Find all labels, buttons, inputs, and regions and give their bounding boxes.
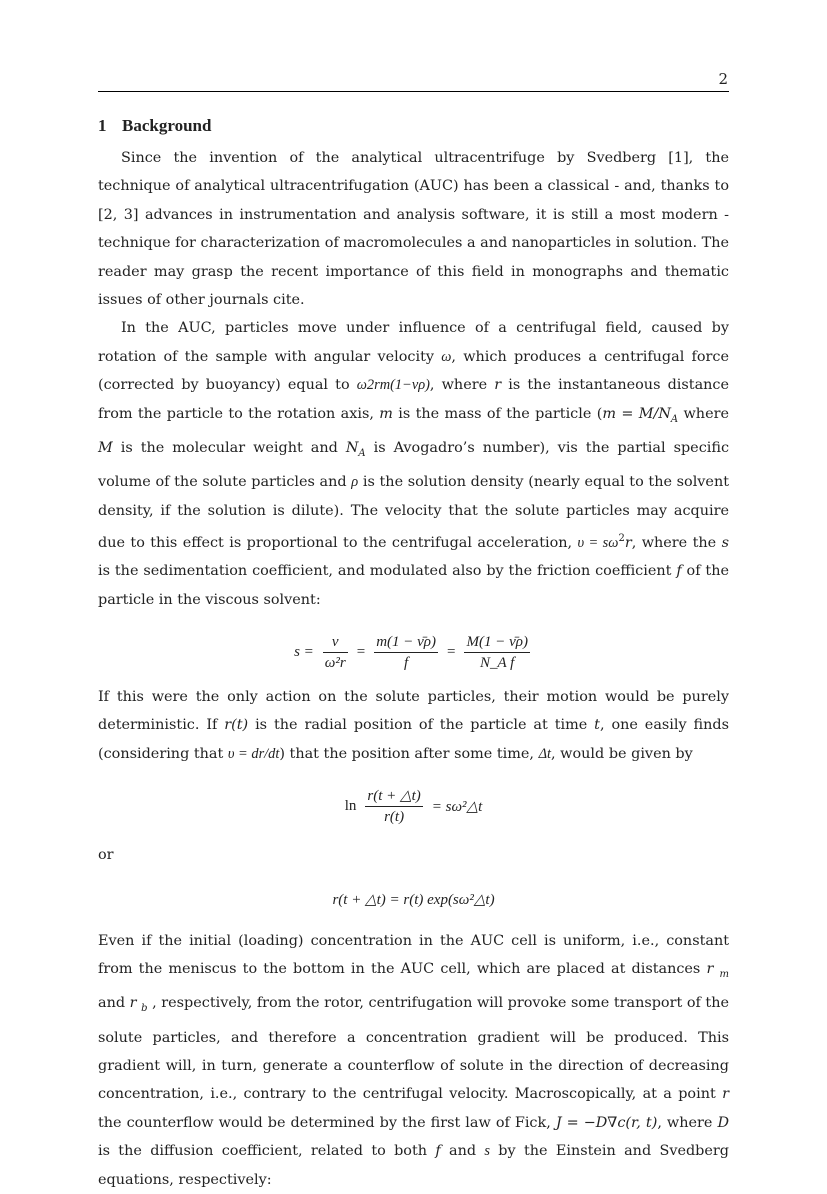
section-heading <box>98 112 729 140</box>
section-number: 1 <box>98 116 107 135</box>
or-text: or <box>98 847 114 864</box>
paragraph-deterministic-motion: If this were the only action on the solute particles, their motion would be purely deterministic. If r(t) is the radial position of the particle at time t, one easily finds (considering that υ = dr/dt) that the position after some time, Δt, would be given by <box>98 689 730 762</box>
page-number: 2 <box>718 70 728 88</box>
page-content <box>98 112 729 1194</box>
header-rule <box>98 91 729 92</box>
paragraph-intro: Since the invention of the analytical ultracentrifuge by Svedberg [1], the technique of analytical ultracentrifugation (AUC) has been a classical - and, thanks to [2, 3] advances in instrumentation and analysis software, it is still a most modern - technique for characterization of macromolecules a and nanoparticles in solution. The reader may grasp the recent importance of this field in monographs and thematic issues of other journals cite. <box>98 150 729 309</box>
section-title: Background <box>122 116 212 135</box>
paragraph-centrifugal-force: In the AUC, particles move under influence of a centrifugal field, caused by rotation of the sample with angular velocity ω, which produces a centrifugal force (corrected by buoyancy) equal to ω2rm(1−vρ), where r is the instantaneous distance from the particle to the rotation axis, m is the mass of the particle ($m = M/N_A$ where M is the molecular weight and $N_A$ is Avogadro’s number), vis the partial specific volume of the solute particles and ρ is the solution density (nearly equal to the solvent density, if the solution is dilute). The velocity that the solute particles may acquire due to this effect is proportional to the centrifugal acceleration, $\upsilon = s\omega^2r$, where the s is the sedimentation coefficient, and modulated also by the friction coefficient f of the particle in the viscous solvent: <box>98 320 730 608</box>
equation-log-position: ln $\frac{r(t + \triangle t)}{r(t)}$ = sω²△t <box>344 788 483 826</box>
equation-sedimentation-coefficient: s = $\frac{\nu}{\text{ω²r}}$ = $\frac{m(1 - \nū\rho)}{f}$ = $\frac{M(1 - \nū\rho)}{\text{N\_A f}}$ <box>294 634 528 672</box>
equation-exponential-position: r(t + △t) = r(t) exp(sω²△t) <box>332 891 495 908</box>
paragraph-concentration-gradient: Even if the initial (loading) concentration in the AUC cell is uniform, i.e., constant from the meniscus to the bottom in the AUC cell, which are placed at distances r $_m$ and r $_b$ , respectively, from the rotor, centrifugation will provoke some transport of the solute particles, and therefore a concentration gradient will be produced. This gradient will, in turn, generate a counterflow of solute in the direction of decreasing concentration, i.e., contrary to the centrifugal velocity. Macroscopically, at a point r the counterflow would be determined by the first law of Fick, J = −D∇c(r, t), where D is the diffusion coefficient, related to both f and s by the Einstein and Svedberg equations, respectively: <box>98 932 730 1188</box>
